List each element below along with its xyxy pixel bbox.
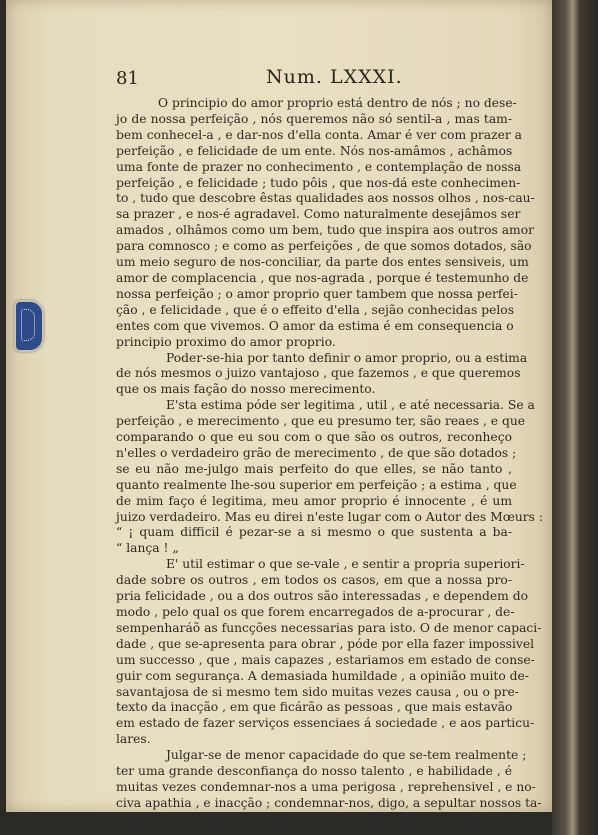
text-line: muitas vezes condemnar-nos a uma perigosa , reprehensivel , e no- <box>116 779 536 794</box>
text-line: ter uma grande desconfiança do nosso talento , e habilidade , é <box>116 764 512 779</box>
page-header: Num. LXXXI. <box>266 66 403 88</box>
text-line: savantajosa de si mesmo tem sido muitas vezes causa , ou o pre- <box>116 684 519 699</box>
text-line: entes com que vivemos. O amor da estima é em consequencia o <box>116 318 514 333</box>
text-line: que os mais fação do nosso merecimento. <box>116 382 376 397</box>
text-line: em estado de fazer serviços essenciaes á sociedade , e aos particu- <box>116 716 535 731</box>
text-line: de mim faço é legitima, meu amor proprio é innocente , é um <box>116 493 512 508</box>
text-line: dade sobre os outros , em todos os casos, em que a nossa pro- <box>116 573 512 588</box>
text-line: ção , e felicidade , que é o effeito d'ella , sejão conhecidas pelos <box>116 302 515 317</box>
book-spine-edge <box>552 0 598 835</box>
text-line: perfeição , e merecimento , que eu presumo ter, são reaes , e que <box>116 414 526 429</box>
text-line: principio proximo do amor proprio. <box>116 334 336 349</box>
text-line: perfeição , e felicidade de um ente. Nós nos-amâmos , achâmos <box>116 143 513 158</box>
body-text <box>116 96 544 812</box>
text-line: amados , olhâmos como um bem, tudo que inspira aos outros amor <box>116 223 534 238</box>
text-line: texto da inacção , em que ficárão as pessoas , que mais estavão <box>116 700 513 715</box>
text-line: Poder-se-hia por tanto definir o amor proprio, ou a estima <box>166 350 528 365</box>
text-line: sempenharáõ as funcções necessarias para isto. O de menor capaci- <box>116 620 542 635</box>
text-line: modo , pelo qual os que forem encarregados de a-procurar , de- <box>116 605 515 619</box>
text-line: amor de complacencia , que nos-agrada , porque é testemunho de <box>116 270 529 285</box>
text-line: uma fonte de prazer no conhecimento , e contemplação de nossa <box>116 159 522 174</box>
text-line: se eu não me-julgo mais perfeito do que elles, se não tanto , <box>116 461 512 476</box>
text-line: civa apathia , e inacção ; condemnar-nos, digo, a sepultar nossos ta- <box>116 795 542 810</box>
text-line: juizo verdadeiro. Mas eu direi n'este lugar com o Autor des Mœurs : <box>116 509 544 524</box>
text-line: “ lança ! „ <box>116 541 179 556</box>
text-line: n'elles o verdadeiro grão de merecimento , de que são dotados ; <box>116 445 517 460</box>
text-line: perfeição , e felicidade ; tudo pôis , que nos-dá este conhecimen- <box>116 175 521 190</box>
text-line: de nós mesmos o juizo vantajoso , que fazemos , e que queremos <box>116 366 521 381</box>
text-line: para comnosco ; e como as perfeições , de que somos dotados, são <box>116 239 532 254</box>
text-line: E' util estimar o que se-vale , e sentir a propria superiori- <box>166 557 525 572</box>
text-line: nossa perfeição ; o amor proprio quer tambem que nossa perfei- <box>116 286 518 301</box>
text-line: guir com segurança. A demasiada humildade , a opinião muito de- <box>116 668 529 683</box>
text-line: um successo , que , mais capazes , estariamos em estado de conse- <box>116 652 535 667</box>
bookmark-ribbon-icon <box>14 300 44 352</box>
text-line: to , tudo que descobre êstas qualidades aos nossos olhos , nos-cau- <box>116 191 535 206</box>
text-line: “ ¡ quam difficil é pezar-se a si mesmo o que sustenta a ba- <box>116 525 512 540</box>
text-line: E'sta estima póde ser legitima , util , e até necessaria. Se a <box>166 398 535 413</box>
page-number: 81 <box>116 68 139 89</box>
text-line: O principio do amor proprio está dentro de nós ; no dese- <box>158 96 517 110</box>
text-line: lares. <box>116 732 151 747</box>
text-line: sa prazer , e nos-é agradavel. Como naturalmente desejâmos ser <box>116 207 521 222</box>
text-line: pria felicidade , ou a dos outros são interessadas , e dependem do <box>116 589 529 604</box>
text-line: bem conhecel-a , e dar-nos d'ella conta. Amar é ver com prazer a <box>116 127 523 142</box>
text-line: Julgar-se de menor capacidade do que se-tem realmente ; <box>166 748 527 763</box>
text-line: um meio seguro de nos-conciliar, da parte dos entes sensiveis, um <box>116 255 529 270</box>
text-line: jo de nossa perfeição , nós queremos não só sentil-a , mas tam- <box>116 111 512 126</box>
text-line: dade , que se-apresenta para obrar , póde por ella fazer impossivel <box>116 636 535 651</box>
text-line: comparando o que eu sou com o que são os outros, reconheço <box>116 430 512 445</box>
text-line: quanto realmente lhe-sou superior em perfeição ; a estima , que <box>116 477 517 492</box>
